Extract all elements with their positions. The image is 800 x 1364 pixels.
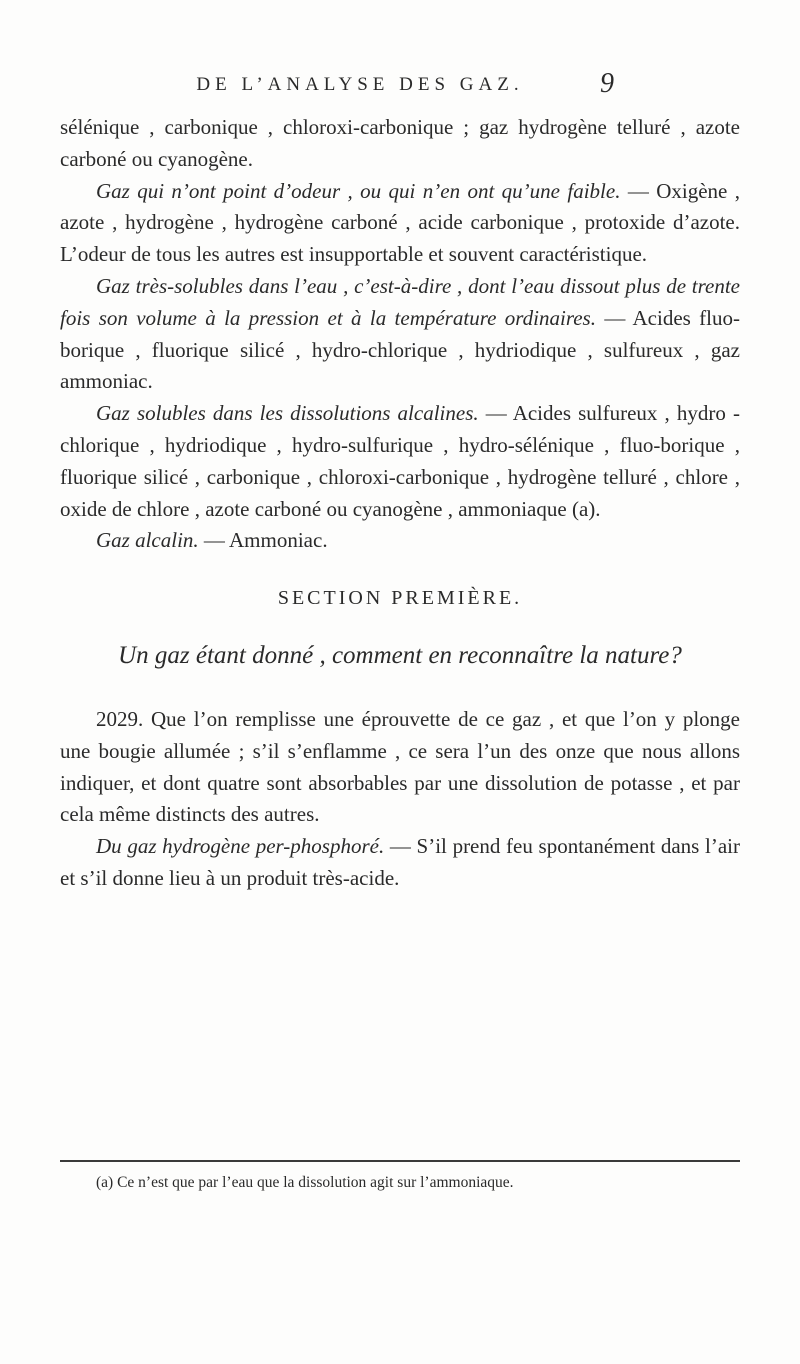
paragraph-alkaline-gas	[60, 525, 740, 557]
section-question: Un gaz étant donné , comment en reconnaître la nature?	[118, 641, 682, 669]
paragraph-heading: Gaz alcalin.	[96, 528, 199, 553]
paragraph-body: — S’il prend feu spontanément dans l’air et s’il donne lieu à un produit très-acide.	[60, 834, 740, 890]
paragraph-soluble-in-alkali	[60, 398, 740, 525]
paragraph-body: — Ammoniac.	[198, 528, 328, 553]
paragraph-continuation: sélénique , carbonique , chloroxi-carbonique ; gaz hydrogène telluré , azote carboné ou cyanogène.	[60, 115, 740, 171]
page-number: 9	[600, 68, 614, 99]
footnote: (a) Ce n’est que par l’eau que la dissolution agit sur l’ammoniaque.	[96, 1174, 514, 1191]
paragraph-heading: Gaz solubles dans les dissolutions alcalines.	[96, 401, 479, 426]
paragraph-body: — Oxigène , azote , hydrogène , hydrogène carboné , acide carbonique , protoxide d’azote. L’odeur de tous les autres est insupportable et souvent caractéristique.	[60, 178, 740, 267]
section-title: SECTION PREMIÈRE.	[277, 587, 523, 610]
paragraph-perphosphorated-hydrogen	[60, 831, 740, 895]
paragraph-body: — Acides fluo-borique , fluorique silicé , hydro-chlorique , hydriodique , sulfureux , gaz ammoniac.	[60, 305, 741, 394]
running-header: DE L’ANALYSE DES GAZ.	[196, 74, 524, 95]
main-text	[60, 112, 740, 895]
paragraph-soluble-in-water	[60, 271, 740, 398]
footnote-divider	[60, 1160, 740, 1162]
paragraph-heading: Gaz qui n’ont point d’odeur , ou qui n’en ont qu’une faible.	[96, 178, 621, 203]
paragraph-body: — Acides sulfureux , hydro - chlorique , hydriodique , hydro-sulfurique , hydro-sélénique , fluo-borique , fluorique silicé , carbonique , chloroxi-carbonique , hydrogène telluré , chlore , oxide de chlore , azote carboné ou cyanogène , ammoniaque (a).	[60, 401, 740, 521]
article-2029: 2029. Que l’on remplisse une éprouvette de ce gaz , et que l’on y plonge une bougie allumée ; s’il s’enflamme , ce sera l’un des onze que nous allons indiquer, et dont quatre sont absorbables par une dissolution de potasse , et par cela même distincts des autres.	[60, 706, 740, 827]
paragraph-odorless-gases	[60, 176, 740, 271]
paragraph-heading: Gaz très-solubles dans l’eau , c’est-à-dire , dont l’eau dissout plus de trente fois son volume à la pression et à la température ordinaires.	[60, 273, 740, 330]
paragraph-heading: Du gaz hydrogène per-phosphoré.	[96, 834, 385, 859]
